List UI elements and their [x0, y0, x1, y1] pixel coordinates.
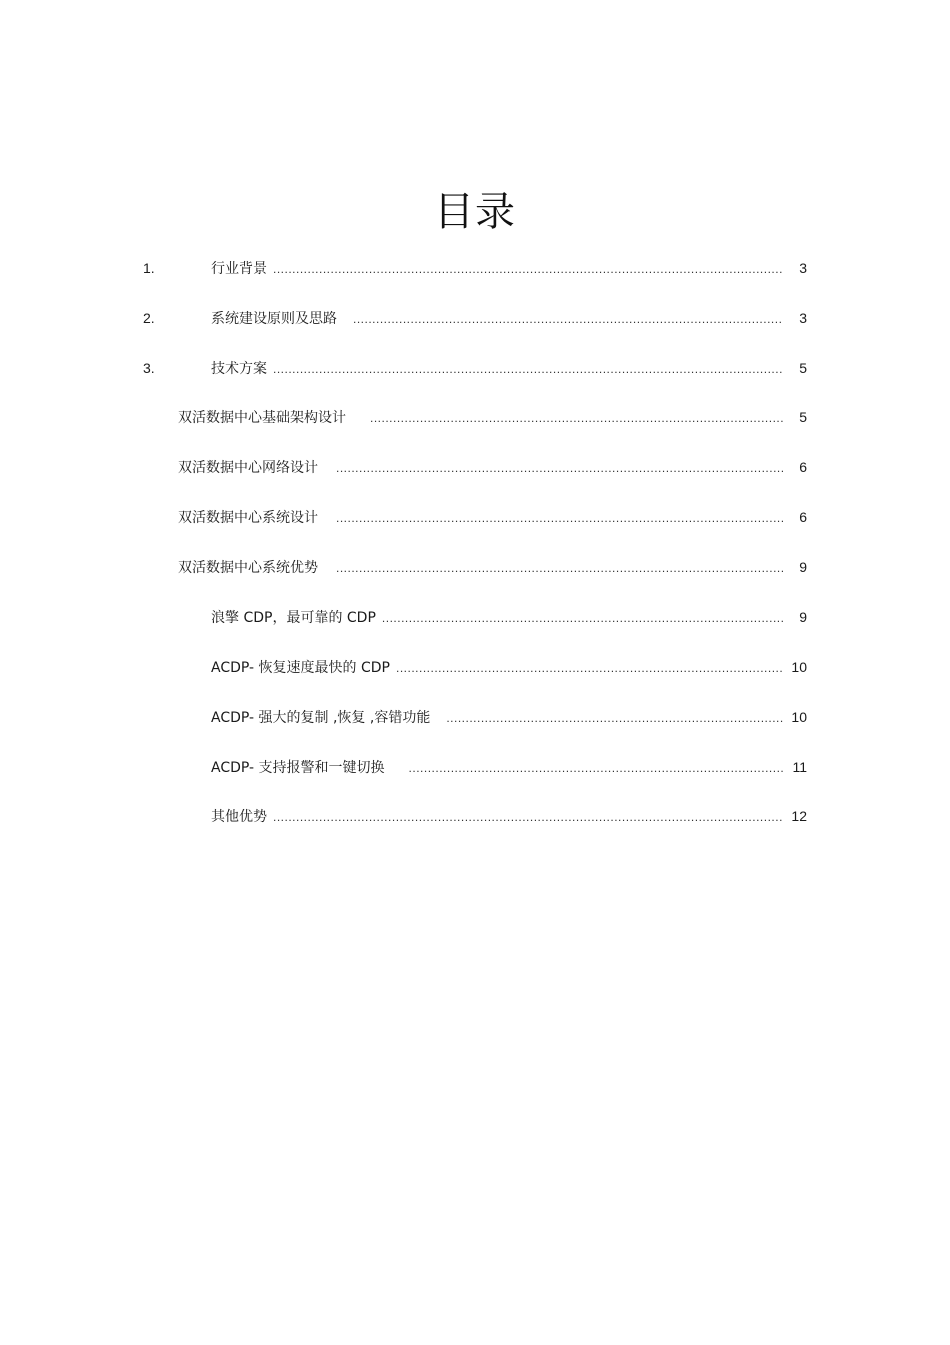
toc-entry[interactable]: [211, 756, 807, 778]
toc-entry-label: 其他优势: [211, 809, 267, 825]
toc-entry-label: 双活数据中心系统优势: [178, 560, 318, 576]
toc-leader-dots: [396, 657, 783, 679]
toc-entry[interactable]: [178, 556, 807, 578]
toc-leader-dots: [336, 457, 783, 479]
toc-leader-dots: [273, 258, 783, 280]
toc-leader-dots: [446, 707, 783, 729]
toc-entry-page: 12: [791, 808, 807, 824]
toc-entry[interactable]: [143, 257, 807, 279]
toc-entry-label: ACDP- 恢复速度最快的 CDP: [211, 660, 390, 676]
toc-leader-dots: [353, 308, 783, 330]
toc-entry-page: 9: [799, 559, 807, 575]
toc-entry-label: 双活数据中心基础架构设计: [178, 410, 346, 426]
toc-entry-label: 双活数据中心网络设计: [178, 460, 318, 476]
toc-entry-page: 11: [792, 759, 807, 775]
toc-entry-label: 技术方案: [211, 361, 267, 377]
toc-entry[interactable]: [178, 506, 807, 528]
toc-leader-dots: [382, 607, 783, 629]
toc-entry-number: 1.: [143, 260, 155, 276]
toc-entry-number: 3.: [143, 360, 155, 376]
toc-leader-dots: [273, 358, 783, 380]
toc-entry-page: 3: [799, 260, 807, 276]
toc-entry[interactable]: [143, 307, 807, 329]
toc-entry-label: 行业背景: [211, 261, 267, 277]
toc-entry-label: ACDP- 强大的复制 ,恢复 ,容错功能: [211, 710, 431, 726]
toc-entry-label: ACDP- 支持报警和一键切换: [211, 760, 385, 776]
toc-entry-page: 5: [799, 360, 807, 376]
toc-leader-dots: [336, 507, 783, 529]
toc-entry[interactable]: [211, 606, 807, 628]
toc-leader-dots: [409, 757, 783, 779]
toc-entry-page: 6: [799, 509, 807, 525]
toc-entry-page: 9: [799, 609, 807, 625]
toc-leader-dots: [336, 557, 783, 579]
toc-entry-label: 系统建设原则及思路: [211, 311, 337, 327]
toc-entry[interactable]: [178, 406, 807, 428]
toc-leader-dots: [370, 407, 783, 429]
toc-entry-label: 浪擎 CDP，最可靠的 CDP: [211, 610, 376, 626]
toc-entry-page: 3: [799, 310, 807, 326]
toc-entry[interactable]: [143, 357, 807, 379]
toc-entry[interactable]: [178, 456, 807, 478]
toc-entry[interactable]: [211, 706, 807, 728]
toc-entry-page: 5: [799, 409, 807, 425]
toc-entry-page: 6: [799, 459, 807, 475]
toc-entry[interactable]: [211, 656, 807, 678]
toc-entry-page: 10: [791, 659, 807, 675]
toc-title: 目录: [434, 189, 516, 235]
toc-leader-dots: [273, 806, 783, 828]
toc-entry-page: 10: [791, 709, 807, 725]
toc-entry-label: 双活数据中心系统设计: [178, 510, 318, 526]
toc-entry[interactable]: [211, 805, 807, 827]
toc-entry-number: 2.: [143, 310, 155, 326]
